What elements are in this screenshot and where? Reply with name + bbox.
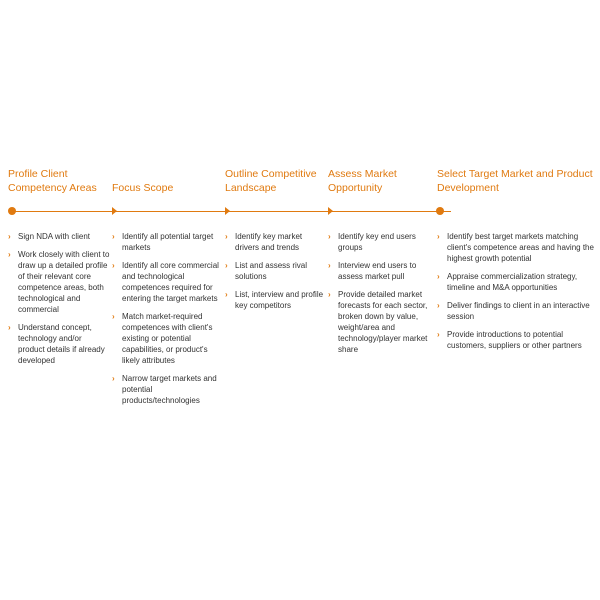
- stage-title: Focus Scope: [112, 182, 174, 194]
- stage-items: [112, 231, 224, 413]
- chevron-right-icon: ›: [8, 250, 11, 259]
- timeline-dot: [436, 207, 444, 215]
- chevron-right-icon: ›: [328, 261, 331, 270]
- list-item: › Understand concept, technology and/or product details if already developed: [8, 323, 105, 365]
- stage-market-opportunity: [328, 165, 428, 195]
- timeline-arrow: [225, 207, 230, 215]
- stage-title: Select Target Market and Product Development: [437, 168, 593, 194]
- list-item: › Interview end users to assess market pull: [328, 261, 417, 281]
- chevron-right-icon: ›: [112, 232, 115, 241]
- stage-items: [8, 231, 110, 373]
- list-item: › List, interview and profile key competitors: [225, 290, 324, 310]
- list-item: › Appraise commercialization strategy, timeline and M&A opportunities: [437, 272, 578, 292]
- stage-items: [225, 231, 325, 318]
- list-item: › Identify key market drivers and trends: [225, 232, 303, 252]
- stage-title: Assess Market Opportunity: [328, 168, 397, 194]
- chevron-right-icon: ›: [225, 290, 228, 299]
- list-item: › Provide detailed market forecasts for each sector, broken down by value, weight/area and technology/player market share: [328, 290, 428, 354]
- stage-competitive-landscape: [225, 165, 325, 195]
- list-item: › Provide introductions to potential customers, suppliers or other partners: [437, 330, 582, 350]
- list-item: › Identify best target markets matching client's competence areas and having the highest growth potential: [437, 232, 594, 263]
- chevron-right-icon: ›: [225, 232, 228, 241]
- stage-profile-client: [8, 165, 108, 195]
- chevron-right-icon: ›: [225, 261, 228, 270]
- stage-items: [437, 231, 597, 358]
- list-item: › Identify key end users groups: [328, 232, 416, 252]
- list-item: › Sign NDA with client: [8, 232, 91, 241]
- stage-title: Profile Client Competency Areas: [8, 168, 97, 194]
- chevron-right-icon: ›: [437, 330, 440, 339]
- chevron-right-icon: ›: [112, 261, 115, 270]
- chevron-right-icon: ›: [437, 301, 440, 310]
- timeline-dot: [8, 207, 16, 215]
- list-item: › Work closely with client to draw up a detailed profile of their relevant core competence areas, both technological and commercial: [8, 250, 110, 314]
- stage-focus-scope: [112, 165, 222, 195]
- chevron-right-icon: ›: [112, 312, 115, 321]
- chevron-right-icon: ›: [112, 374, 115, 383]
- timeline-arrow: [328, 207, 333, 215]
- chevron-right-icon: ›: [328, 290, 331, 299]
- list-item: › Narrow target markets and potential products/technologies: [112, 374, 217, 405]
- chevron-right-icon: ›: [8, 232, 11, 241]
- list-item: › List and assess rival solutions: [225, 261, 308, 281]
- chevron-right-icon: ›: [437, 232, 440, 241]
- chevron-right-icon: ›: [328, 232, 331, 241]
- timeline-arrow: [112, 207, 117, 215]
- chevron-right-icon: ›: [8, 323, 11, 332]
- chevron-right-icon: ›: [437, 272, 440, 281]
- list-item: › Deliver findings to client in an interactive session: [437, 301, 590, 321]
- stage-title: Outline Competitive Landscape: [225, 168, 317, 194]
- process-timeline: [8, 165, 598, 455]
- stage-target-market: [437, 165, 597, 195]
- timeline-line: [11, 211, 451, 212]
- list-item: › Identify all core commercial and technological competences required for entering the target markets: [112, 261, 219, 303]
- list-item: › Match market-required competences with client's existing or potential capabilities, or product's likely attributes: [112, 312, 213, 365]
- stage-items: [328, 231, 436, 362]
- list-item: › Identify all potential target markets: [112, 232, 214, 252]
